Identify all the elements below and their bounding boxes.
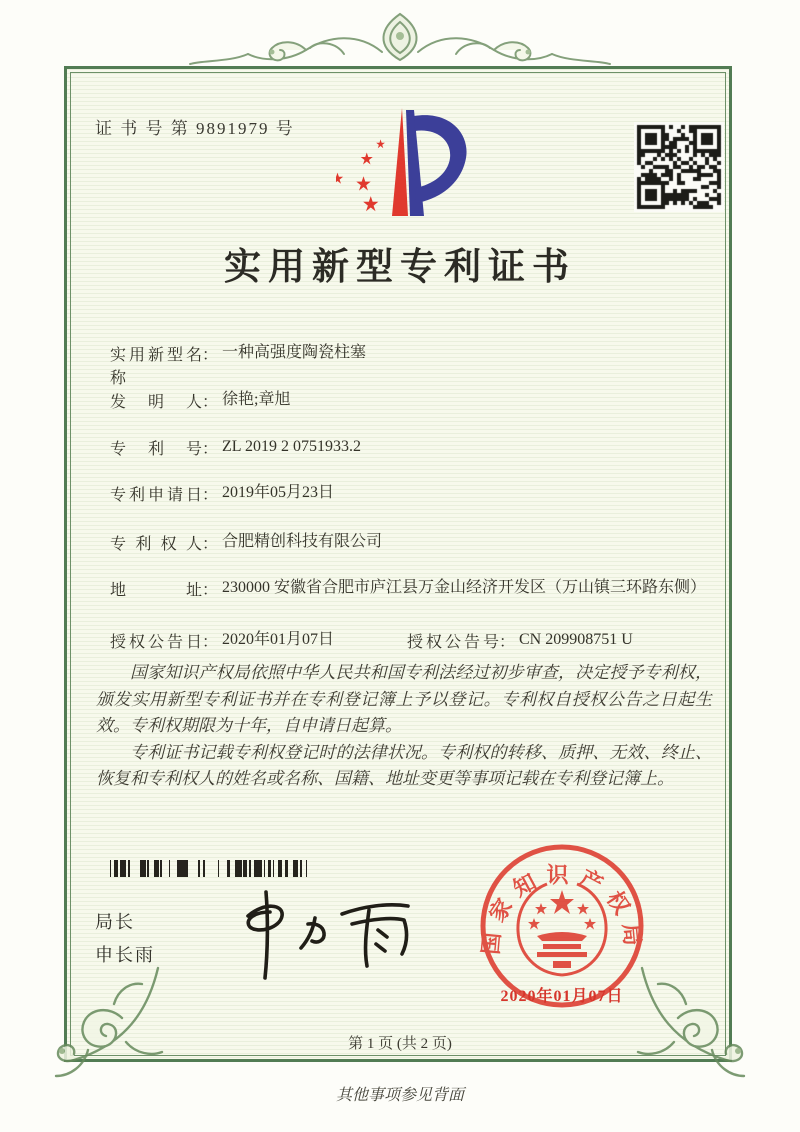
field-value: 一种高强度陶瓷柱塞	[222, 344, 367, 361]
cnipa-logo	[336, 102, 470, 226]
certificate-title: 实用新型专利证书	[224, 247, 576, 288]
field-patentee: 专利权人 ： 合肥精创科技有限公司	[110, 533, 383, 553]
field-value: ZL 2019 2 0751933.2	[222, 438, 361, 455]
field-label: 实用新型名称	[110, 347, 202, 387]
field-label: 发明人	[110, 394, 202, 411]
field-label: 专利权人	[110, 536, 202, 553]
qr-code	[634, 122, 724, 212]
seal-date: 2020年01月07日	[500, 988, 624, 1005]
field-grant: 授权公告日 ： 2020年01月07日 授权公告号 ： CN 209908751 U	[110, 631, 633, 651]
field-inventor: 发明人 ： 徐艳;章旭	[110, 391, 291, 411]
certificate-number: 证 书 号 第 9891979 号	[95, 119, 295, 138]
signer-title: 局长	[95, 912, 135, 932]
field-label: 专利号	[110, 441, 202, 458]
field-patent-number: 专利号 ： ZL 2019 2 0751933.2	[110, 438, 361, 458]
field-value: 230000 安徽省合肥市庐江县万金山经济开发区（万山镇三环路东侧）	[222, 579, 707, 596]
top-ornament	[168, 2, 632, 68]
field-address: 地址 ： 230000 安徽省合肥市庐江县万金山经济开发区（万山镇三环路东侧）	[110, 579, 707, 599]
field-label: 授权公告日	[110, 634, 202, 651]
legal-paragraph-1: 国家知识产权局依照中华人民共和国专利法经过初步审查，决定授予专利权，颁发实用新型专利证书并在专利登记簿上予以登记。专利权自授权公告之日起生效。专利权期限为十年，自申请日起算。	[96, 663, 712, 735]
back-note: 其他事项参见背面	[335, 1087, 464, 1104]
field-filing-date: 专利申请日 ： 2019年05月23日	[110, 484, 335, 504]
legal-text	[96, 660, 712, 793]
barcode	[110, 860, 312, 877]
legal-paragraph-2: 专利证书记载专利权登记时的法律状况。专利权的转移、质押、无效、终止、恢复和专利权人的姓名或名称、国籍、地址变更等事项记载在专利登记簿上。	[96, 742, 712, 788]
field-label: 专利申请日	[110, 487, 202, 504]
bottom-left-ornament	[26, 962, 164, 1084]
field-value: 合肥精创科技有限公司	[222, 533, 383, 550]
field-value: 2019年05月23日	[222, 484, 335, 501]
svg-text:国家知识产权局: 国家知识产权局	[477, 862, 647, 956]
bottom-right-ornament	[636, 962, 774, 1084]
field-value: 徐艳;章旭	[222, 391, 291, 408]
field-utility-model-name: 实用新型名称 ： 一种高强度陶瓷柱塞	[110, 344, 367, 387]
page-number: 第 1 页 (共 2 页)	[348, 1036, 452, 1052]
field-label: 授权公告号	[407, 634, 499, 651]
signer-name: 申长雨	[95, 945, 155, 965]
grant-number-value: CN 209908751 U	[519, 631, 633, 648]
grant-date-value: 2020年01月07日	[222, 631, 335, 648]
signature	[220, 882, 425, 982]
field-label: 地址	[110, 582, 202, 599]
